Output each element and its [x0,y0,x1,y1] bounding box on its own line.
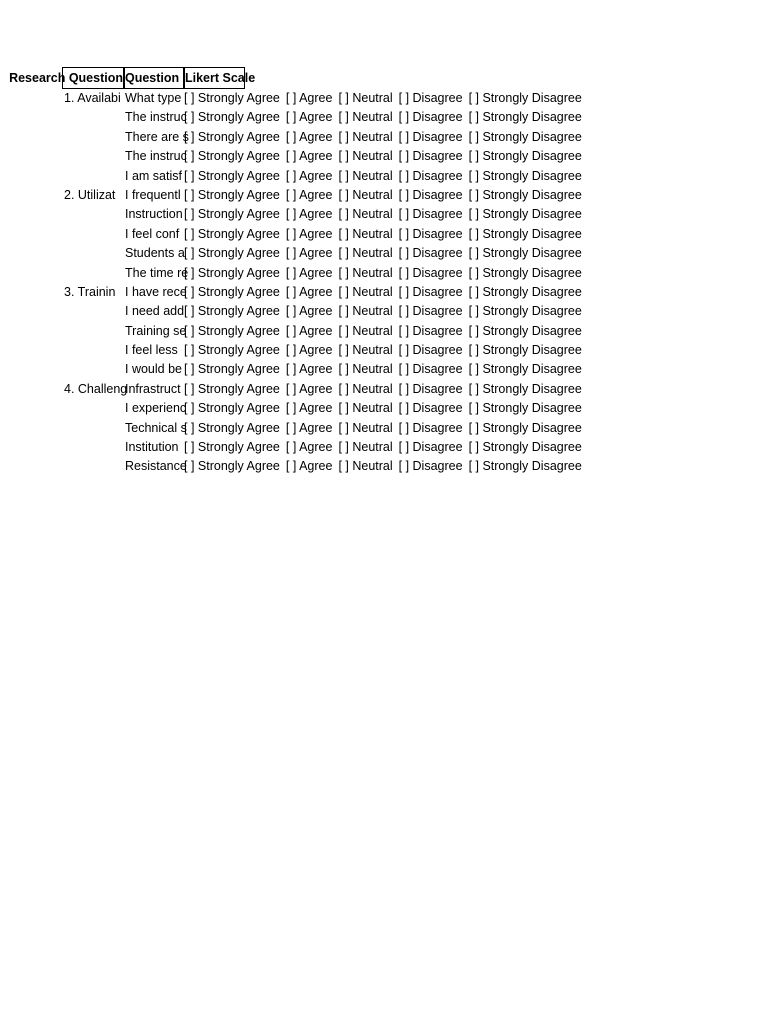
likert-option: [ ] Strongly Disagree [468,207,582,222]
likert-option: [ ] Disagree [398,381,463,396]
likert-option: [ ] Disagree [398,187,463,202]
header-likert-scale-label: Likert Scale [185,71,256,85]
likert-option: [ ] Neutral [338,168,393,183]
question-text: Students a [125,246,185,261]
likert-option: [ ] Strongly Disagree [468,284,582,299]
likert-option: [ ] Strongly Disagree [468,304,582,319]
research-question-text [62,110,64,124]
likert-option: [ ] Neutral [338,110,393,125]
research-question-cell[interactable] [62,419,124,438]
likert-option: [ ] Strongly Agree [184,343,280,358]
research-question-cell[interactable] [62,283,124,302]
research-question-cell[interactable] [62,264,124,283]
likert-option: [ ] Strongly Agree [184,246,280,261]
likert-option: [ ] Disagree [398,459,463,474]
likert-option: [ ] Neutral [338,343,393,358]
likert-option: [ ] Neutral [338,304,393,319]
likert-scale-cell[interactable] [184,438,664,457]
likert-scale-cell[interactable] [184,108,664,127]
likert-option: [ ] Agree [285,440,333,455]
likert-option: [ ] Strongly Disagree [468,129,582,144]
likert-option: [ ] Neutral [338,265,393,280]
likert-option: [ ] Agree [285,168,333,183]
research-question-cell[interactable] [62,225,124,244]
likert-scale-cell[interactable] [184,399,664,418]
likert-option: [ ] Disagree [398,110,463,125]
likert-scale-cell[interactable] [184,147,664,166]
likert-scale-cell[interactable] [184,380,664,399]
question-text: I experienc [125,401,187,416]
likert-option: [ ] Agree [285,420,333,435]
question-text: I am satisf [125,168,182,183]
likert-option: [ ] Disagree [398,226,463,241]
research-question-cell[interactable] [62,186,124,205]
likert-option: [ ] Neutral [338,129,393,144]
likert-option: [ ] Strongly Agree [184,168,280,183]
likert-option: [ ] Disagree [398,129,463,144]
likert-scale-cell[interactable] [184,419,664,438]
likert-scale-cell[interactable] [184,302,664,321]
likert-scale-cell[interactable] [184,225,664,244]
question-text: Infrastruct [125,381,181,396]
question-cell[interactable] [124,264,189,283]
likert-option: [ ] Agree [285,343,333,358]
likert-option: [ ] Agree [285,381,333,396]
likert-scale-cell[interactable] [184,205,664,224]
header-research-question-label: Research Question [9,71,123,85]
likert-scale-cell[interactable] [184,341,664,360]
likert-scale-cell[interactable] [184,457,664,476]
likert-option: [ ] Neutral [338,401,393,416]
likert-scale-cell[interactable] [184,128,664,147]
question-cell[interactable] [124,302,184,321]
likert-option: [ ] Strongly Agree [184,381,280,396]
likert-option: [ ] Agree [285,149,333,164]
likert-option: [ ] Strongly Agree [184,284,280,299]
question-cell[interactable] [124,399,187,418]
likert-scale-cell[interactable] [184,264,664,283]
question-text: What type [125,91,182,105]
research-question-text [62,246,64,260]
likert-option: [ ] Neutral [338,149,393,164]
likert-option: [ ] Strongly Disagree [468,459,582,474]
likert-option: [ ] Disagree [398,246,463,261]
likert-option: [ ] Agree [285,362,333,377]
research-question-cell[interactable] [62,302,124,321]
likert-option: [ ] Disagree [398,207,463,222]
likert-option: [ ] Neutral [338,246,393,261]
likert-option: [ ] Disagree [398,284,463,299]
research-question-text [62,421,64,435]
likert-option: [ ] Strongly Agree [184,149,280,164]
question-text: I feel conf [125,226,180,241]
question-cell[interactable] [124,89,184,108]
likert-option: [ ] Strongly Disagree [468,110,582,125]
research-question-text [62,227,64,241]
likert-option: [ ] Agree [285,226,333,241]
likert-option: [ ] Neutral [338,440,393,455]
research-question-cell[interactable] [62,457,124,476]
research-question-cell[interactable] [62,399,124,418]
research-question-cell[interactable] [62,244,124,263]
likert-option: [ ] Neutral [338,207,393,222]
question-text: The instruc [125,110,187,125]
research-question-text [62,459,64,473]
likert-option: [ ] Agree [285,129,333,144]
research-question-cell[interactable] [62,380,128,399]
question-text: There are s [125,129,189,144]
research-question-text [62,266,64,280]
likert-scale-cell[interactable] [184,360,664,379]
likert-option: [ ] Agree [285,401,333,416]
likert-option: [ ] Strongly Disagree [468,343,582,358]
likert-option: [ ] Agree [285,187,333,202]
header-question[interactable] [124,67,184,89]
likert-option: [ ] Agree [285,284,333,299]
likert-option: [ ] Agree [285,91,333,105]
research-question-text [62,401,64,415]
likert-option: [ ] Strongly Disagree [468,246,582,261]
likert-option: [ ] Neutral [338,381,393,396]
likert-option: [ ] Neutral [338,459,393,474]
question-cell[interactable] [124,419,187,438]
likert-option: [ ] Disagree [398,265,463,280]
likert-option: [ ] Agree [285,246,333,261]
question-text: I need add [125,304,185,319]
question-cell[interactable] [124,457,187,476]
question-cell[interactable] [124,147,187,166]
question-text: Institution [125,440,179,455]
likert-scale-cell[interactable] [184,322,664,341]
research-question-text [62,207,64,221]
research-question-text: 3. Trainin [64,284,116,299]
likert-option: [ ] Neutral [338,226,393,241]
likert-option: [ ] Disagree [398,440,463,455]
question-cell[interactable] [124,360,184,379]
likert-option: [ ] Strongly Agree [184,129,280,144]
research-question-cell[interactable] [62,341,124,360]
research-question-cell[interactable] [62,205,124,224]
research-question-cell[interactable] [62,167,124,186]
question-text: Resistance [125,459,187,474]
question-cell[interactable] [124,283,187,302]
likert-option: [ ] Disagree [398,362,463,377]
likert-scale-cell[interactable] [184,244,664,263]
research-question-text: 4. Challeng [64,381,128,396]
likert-option: [ ] Strongly Disagree [468,440,582,455]
research-question-text [62,324,64,338]
likert-option: [ ] Strongly Agree [184,401,280,416]
likert-option: [ ] Agree [285,304,333,319]
research-question-cell[interactable] [62,438,124,457]
question-cell[interactable] [124,167,184,186]
likert-option: [ ] Strongly Agree [184,440,280,455]
likert-option: [ ] Agree [285,110,333,125]
likert-option: [ ] Strongly Disagree [468,381,582,396]
likert-option: [ ] Agree [285,265,333,280]
likert-option: [ ] Strongly Disagree [468,362,582,377]
research-question-cell[interactable] [62,108,124,127]
question-cell[interactable] [124,322,187,341]
question-text: Instruction [125,207,183,222]
question-text: Technical s [125,420,187,435]
question-cell[interactable] [124,244,184,263]
likert-scale-cell[interactable] [184,167,664,186]
question-cell[interactable] [124,108,187,127]
likert-option: [ ] Strongly Disagree [468,401,582,416]
research-question-cell[interactable] [62,322,124,341]
likert-option: [ ] Agree [285,207,333,222]
likert-option: [ ] Neutral [338,323,393,338]
question-cell[interactable] [124,438,184,457]
research-question-cell[interactable] [62,147,124,166]
research-question-cell[interactable] [62,89,124,108]
likert-option: [ ] Neutral [338,187,393,202]
question-text: I have rece [125,284,187,299]
likert-option: [ ] Strongly Agree [184,323,280,338]
likert-option: [ ] Strongly Disagree [468,226,582,241]
header-likert-scale[interactable] [184,67,256,89]
likert-scale-cell[interactable] [184,89,664,108]
question-text: The instruc [125,149,187,164]
research-question-text [62,304,64,318]
likert-option: [ ] Disagree [398,343,463,358]
research-question-cell[interactable] [62,360,124,379]
research-question-text: 1. Availabi [64,91,121,105]
likert-option: [ ] Strongly Agree [184,420,280,435]
likert-option: [ ] Disagree [398,304,463,319]
question-text: I frequentl [125,187,181,202]
likert-option: [ ] Neutral [338,284,393,299]
likert-option: [ ] Strongly Disagree [468,91,582,105]
likert-option: [ ] Strongly Agree [184,226,280,241]
research-question-text [62,130,64,144]
header-question-label: Question [125,71,180,85]
likert-option: [ ] Disagree [398,91,463,105]
likert-option: [ ] Strongly Disagree [468,187,582,202]
likert-option: [ ] Strongly Agree [184,304,280,319]
likert-option: [ ] Strongly Disagree [468,420,582,435]
likert-option: [ ] Strongly Disagree [468,265,582,280]
likert-scale-cell[interactable] [184,186,664,205]
research-question-cell[interactable] [62,128,124,147]
research-question-text [62,149,64,163]
research-question-text [62,169,64,183]
likert-option: [ ] Neutral [338,420,393,435]
research-question-text [62,343,64,357]
question-cell[interactable] [124,186,184,205]
question-cell[interactable] [124,341,184,360]
likert-option: [ ] Agree [285,459,333,474]
likert-option: [ ] Strongly Disagree [468,323,582,338]
question-text: I feel less [125,343,178,358]
likert-option: [ ] Disagree [398,401,463,416]
likert-option: [ ] Neutral [338,91,393,105]
likert-option: [ ] Strongly Agree [184,362,280,377]
likert-option: [ ] Strongly Disagree [468,149,582,164]
likert-option: [ ] Strongly Agree [184,459,280,474]
likert-option: [ ] Neutral [338,362,393,377]
likert-option: [ ] Strongly Agree [184,91,280,105]
question-cell[interactable] [124,380,184,399]
research-question-text [62,362,64,376]
likert-option: [ ] Disagree [398,149,463,164]
likert-option: [ ] Strongly Agree [184,207,280,222]
likert-option: [ ] Strongly Disagree [468,168,582,183]
question-cell[interactable] [124,225,184,244]
research-question-text [62,440,64,454]
likert-option: [ ] Strongly Agree [184,110,280,125]
likert-option: [ ] Agree [285,323,333,338]
question-cell[interactable] [124,205,184,224]
likert-option: [ ] Disagree [398,323,463,338]
research-question-text: 2. Utilizat [64,187,116,202]
question-text: I would be [125,362,182,377]
likert-option: [ ] Disagree [398,168,463,183]
likert-option: [ ] Strongly Agree [184,187,280,202]
likert-scale-cell[interactable] [184,283,664,302]
question-text: Training se [125,323,187,338]
likert-option: [ ] Strongly Agree [184,265,280,280]
question-text: The time re [125,265,189,280]
likert-option: [ ] Disagree [398,420,463,435]
question-cell[interactable] [124,128,189,147]
header-research-question[interactable] [9,67,124,89]
